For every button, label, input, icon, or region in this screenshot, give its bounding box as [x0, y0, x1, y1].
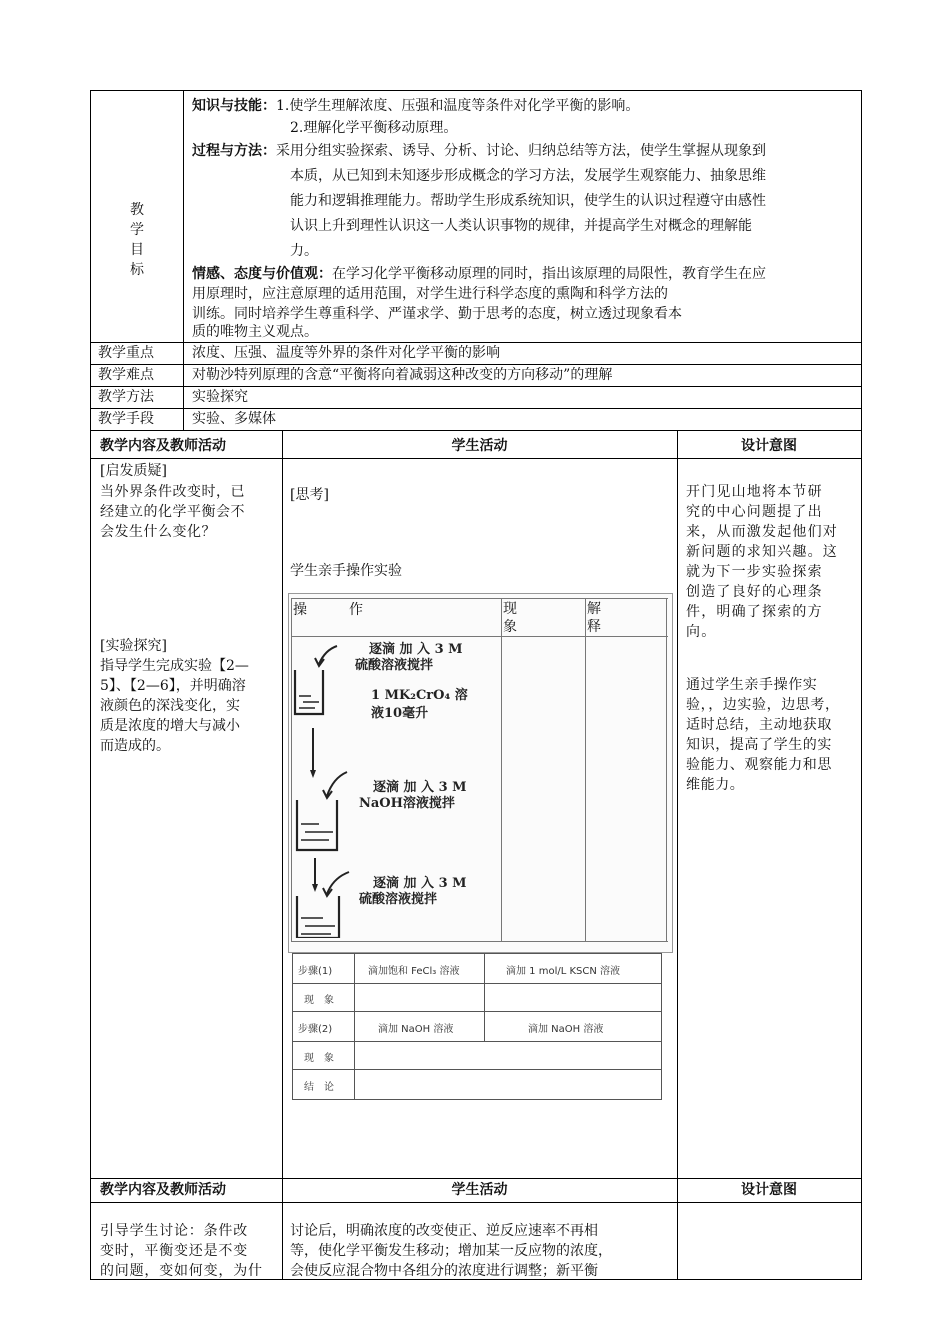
col1-line-8: 而造成的。 [100, 738, 170, 754]
s2-col2-line-3: 会使反应混合物中各组分的浓度进行调整；新平衡 [290, 1263, 598, 1279]
intent-a-8: 向。 [686, 624, 717, 640]
row-value-focus: 浓度、压强、温度等外界的条件对化学平衡的影响 [192, 345, 500, 361]
student-think-label: [思考] [290, 487, 329, 503]
col1-line-1: 当外界条件改变时，已 [100, 484, 245, 500]
process-method-label: 过程与方法： [192, 143, 276, 159]
t2-step2-naoh-a: 滴加 NaOH 溶液 [378, 1024, 454, 1035]
t2-step1-fecl3: 滴加饱和 FeCl₃ 溶液 [368, 966, 460, 977]
intent-b-4: 知识，提高了学生的实 [686, 737, 832, 753]
experiment-figure [288, 593, 673, 953]
emotion-attitude-label: 情感、态度与价值观： [192, 266, 332, 282]
t2-step2-label: 步骤(2) [298, 1024, 333, 1035]
row-label-means: 教学手段 [98, 411, 154, 427]
s2-col1-line-2: 变时，平衡变还是不变 [100, 1243, 248, 1259]
intent-b-6: 维能力。 [686, 777, 745, 793]
fig-step3-line2: 硫酸溶液搅拌 [359, 892, 438, 907]
fig-step1-line3: 1 MK₂CrO₄ 溶 [371, 688, 468, 703]
emotion-line-2: 用原理时，应注意原理的适用范围，对学生进行科学态度的熏陶和科学方法的 [192, 286, 668, 302]
fig-step1-line2: 硫酸溶液搅拌 [355, 658, 434, 673]
s2-col2-line-1: 讨论后，明确浓度的改变使正、逆反应速率不再相 [290, 1223, 598, 1239]
process-line-3: 能力和逻辑推理能力。帮助学生形成系统知识，使学生的认识过程遵守由感性 [290, 193, 766, 209]
header-student-activity: 学生活动 [451, 438, 508, 454]
fig-step3-line1: 逐滴 加 入 3 M [373, 876, 467, 891]
row-value-means: 实验、多媒体 [192, 411, 276, 427]
intent-a-2: 究的中心问题提了出 [686, 504, 823, 520]
row-value-method: 实验探究 [192, 389, 248, 405]
s2-col1-line-1: 引导学生讨论：条件改 [100, 1223, 248, 1239]
row-label-difficulty: 教学难点 [98, 367, 154, 383]
col1-line-5: 5】、【2—6】，并明确溶 [100, 678, 246, 694]
row-label-method: 教学方法 [98, 389, 154, 405]
intent-a-7: 件，明确了探索的方 [686, 604, 823, 620]
t2-phenomenon-1: 现 象 [304, 995, 334, 1006]
header2-student-activity: 学生活动 [451, 1182, 508, 1198]
col1-line-2: 经建立的化学平衡会不 [100, 504, 245, 520]
t2-step2-naoh-b: 滴加 NaOH 溶液 [528, 1024, 604, 1035]
header-design-intent: 设计意图 [741, 438, 797, 454]
knowledge-line-2: 2.理解化学平衡移动原理。 [290, 120, 458, 136]
col1-line-6: 液颜色的深浅变化，实 [100, 698, 240, 714]
col1-line-4: 指导学生完成实验【2— [100, 658, 249, 674]
row-value-difficulty: 对勒沙特列原理的含意“平衡将向着减弱这种改变的方向移动”的理解 [192, 367, 613, 383]
emotion-line-1: 在学习化学平衡移动原理的同时，指出该原理的局限性，教育学生在应 [332, 266, 766, 282]
fig-step2-line1: 逐滴 加 入 3 M [373, 780, 467, 795]
t2-conclusion: 结 论 [304, 1082, 334, 1093]
intent-a-4: 新问题的求知兴趣。这 [686, 544, 838, 560]
knowledge-skill-label: 知识与技能： [192, 98, 276, 114]
header-teacher-activity: 教学内容及教师活动 [100, 438, 226, 454]
intent-a-1: 开门见山地将本节研 [686, 484, 823, 500]
row-label-focus: 教学重点 [98, 345, 154, 361]
process-line-1: 采用分组实验探索、诱导、分析、讨论、归纳总结等方法，使学生掌握从现象到 [276, 143, 766, 159]
header2-teacher-activity: 教学内容及教师活动 [100, 1182, 226, 1198]
heading-inspire-question: [启发质疑] [100, 463, 167, 479]
fig-step1-line4: 液10毫升 [371, 706, 429, 721]
s2-col1-line-3: 的问题，变如何变，为什 [100, 1263, 263, 1279]
header2-design-intent: 设计意图 [741, 1182, 797, 1198]
intent-a-3: 来，从而激发起他们对 [686, 524, 838, 540]
fig-header-explanation: 解 释 [587, 601, 601, 635]
intent-b-3: 适时总结，主动地获取 [686, 717, 832, 733]
process-line-2: 本质，从已知到未知逐步形成概念的学习方法，发展学生观察能力、抽象思维 [290, 168, 766, 184]
goals-row-label: 教 学 目 标 [130, 202, 144, 278]
student-operate-text: 学生亲手操作实验 [290, 563, 402, 579]
emotion-line-3: 训练。同时培养学生尊重科学、严谨求学、勤于思考的态度，树立透过现象看本 [192, 306, 682, 322]
intent-b-1: 通过学生亲手操作实 [686, 677, 818, 693]
fig-step1-line1: 逐滴 加 入 3 M [369, 642, 463, 657]
fig-header-operation: 操 作 [293, 602, 363, 618]
emotion-line-4: 质的唯物主义观点。 [192, 324, 318, 340]
fig-header-phenomenon: 现 象 [503, 601, 517, 635]
fecl3-experiment-table [292, 953, 662, 1100]
process-line-4: 认识上升到理性认识这一人类认识事物的规律，并提高学生对概念的理解能 [290, 218, 752, 234]
col1-line-7: 质是浓度的增大与减小 [100, 718, 240, 734]
intent-b-2: 验，，边实验，边思考， [686, 697, 840, 713]
s2-col2-line-2: 等，使化学平衡发生移动；增加某一反应物的浓度， [290, 1243, 612, 1259]
intent-b-5: 验能力、观察能力和思 [686, 757, 832, 773]
col1-line-3: 会发生什么变化？ [100, 524, 216, 540]
intent-a-6: 创造了良好的心理条 [686, 584, 823, 600]
t2-step1-label: 步骤(1) [298, 966, 333, 977]
knowledge-line-1: 1.使学生理解浓度、压强和温度等条件对化学平衡的影响。 [276, 98, 640, 114]
fig-step2-line2: NaOH溶液搅拌 [359, 796, 455, 811]
heading-experiment-explore: [实验探究] [100, 638, 167, 654]
intent-a-5: 就为下一步实验探索 [686, 564, 823, 580]
t2-phenomenon-2: 现 象 [304, 1053, 334, 1064]
t2-step1-kscn: 滴加 1 mol/L KSCN 溶液 [506, 966, 621, 977]
process-line-5: 力。 [290, 243, 318, 259]
